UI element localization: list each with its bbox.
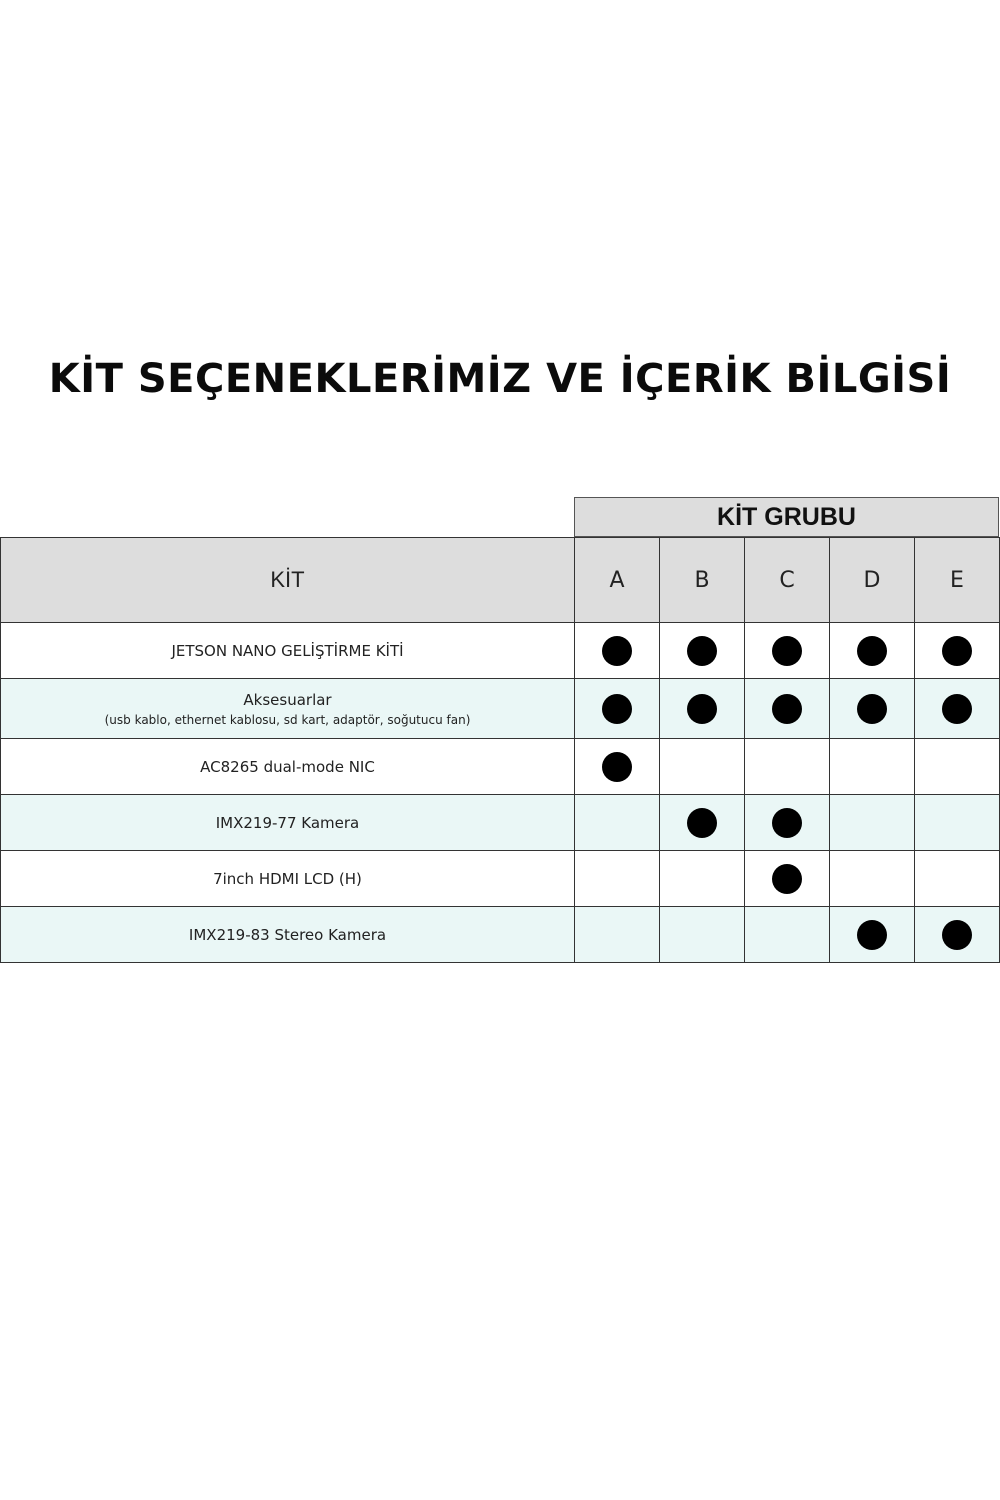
inclusion-cell-d: [830, 795, 915, 851]
inclusion-cell-e: [915, 739, 1000, 795]
included-dot-icon: [602, 752, 632, 782]
table-row: [1, 907, 1000, 963]
table-row: [1, 739, 1000, 795]
kit-group-header: KİT GRUBU: [574, 497, 999, 537]
inclusion-cell-d: [830, 623, 915, 679]
inclusion-cell-e: [915, 623, 1000, 679]
included-dot-icon: [857, 920, 887, 950]
inclusion-cell-b: [660, 623, 745, 679]
table-row: [1, 623, 1000, 679]
included-dot-icon: [772, 636, 802, 666]
included-dot-icon: [772, 864, 802, 894]
column-header-c: C: [745, 538, 830, 623]
inclusion-cell-d: [830, 679, 915, 739]
kit-item-name: 7inch HDMI LCD (H): [213, 869, 362, 888]
kit-item-cell: [1, 795, 575, 851]
inclusion-cell-c: [745, 739, 830, 795]
inclusion-cell-a: [575, 679, 660, 739]
table-row: [1, 679, 1000, 739]
kit-column-header: KİT: [1, 538, 575, 623]
kit-item-cell: [1, 679, 575, 739]
included-dot-icon: [772, 694, 802, 724]
inclusion-cell-e: [915, 907, 1000, 963]
included-dot-icon: [602, 636, 632, 666]
included-dot-icon: [942, 920, 972, 950]
column-header-a: A: [575, 538, 660, 623]
included-dot-icon: [857, 636, 887, 666]
included-dot-icon: [772, 808, 802, 838]
table-row: [1, 795, 1000, 851]
inclusion-cell-b: [660, 907, 745, 963]
column-header-d: D: [830, 538, 915, 623]
column-header-e: E: [915, 538, 1000, 623]
inclusion-cell-e: [915, 679, 1000, 739]
included-dot-icon: [687, 636, 717, 666]
inclusion-cell-b: [660, 795, 745, 851]
page-title: KİT SEÇENEKLERİMİZ VE İÇERİK BİLGİSİ: [48, 356, 952, 402]
included-dot-icon: [942, 636, 972, 666]
inclusion-cell-a: [575, 907, 660, 963]
kit-comparison-table: [0, 537, 1000, 963]
inclusion-cell-d: [830, 851, 915, 907]
inclusion-cell-c: [745, 851, 830, 907]
inclusion-cell-b: [660, 851, 745, 907]
inclusion-cell-a: [575, 623, 660, 679]
inclusion-cell-c: [745, 623, 830, 679]
included-dot-icon: [687, 808, 717, 838]
column-header-b: B: [660, 538, 745, 623]
inclusion-cell-a: [575, 795, 660, 851]
inclusion-cell-b: [660, 739, 745, 795]
included-dot-icon: [857, 694, 887, 724]
kit-item-cell: [1, 623, 575, 679]
kit-item-details: (usb kablo, ethernet kablosu, sd kart, adaptör, soğutucu fan): [104, 712, 471, 727]
kit-item-cell: [1, 851, 575, 907]
inclusion-cell-a: [575, 851, 660, 907]
included-dot-icon: [602, 694, 632, 724]
table-header-row: [1, 538, 1000, 623]
table-body: [1, 623, 1000, 963]
inclusion-cell-e: [915, 795, 1000, 851]
kit-item-cell: [1, 907, 575, 963]
kit-item-name: AC8265 dual-mode NIC: [200, 757, 375, 776]
kit-item-name: IMX219-77 Kamera: [215, 813, 360, 832]
inclusion-cell-b: [660, 679, 745, 739]
inclusion-cell-c: [745, 907, 830, 963]
included-dot-icon: [942, 694, 972, 724]
table-row: [1, 851, 1000, 907]
inclusion-cell-a: [575, 739, 660, 795]
kit-item-name: Aksesuarlar: [243, 690, 332, 709]
inclusion-cell-d: [830, 739, 915, 795]
included-dot-icon: [687, 694, 717, 724]
inclusion-cell-c: [745, 679, 830, 739]
inclusion-cell-d: [830, 907, 915, 963]
inclusion-cell-e: [915, 851, 1000, 907]
kit-item-name: IMX219-83 Stereo Kamera: [188, 925, 387, 944]
inclusion-cell-c: [745, 795, 830, 851]
kit-item-name: JETSON NANO GELİŞTİRME KİTİ: [171, 641, 404, 660]
kit-item-cell: [1, 739, 575, 795]
